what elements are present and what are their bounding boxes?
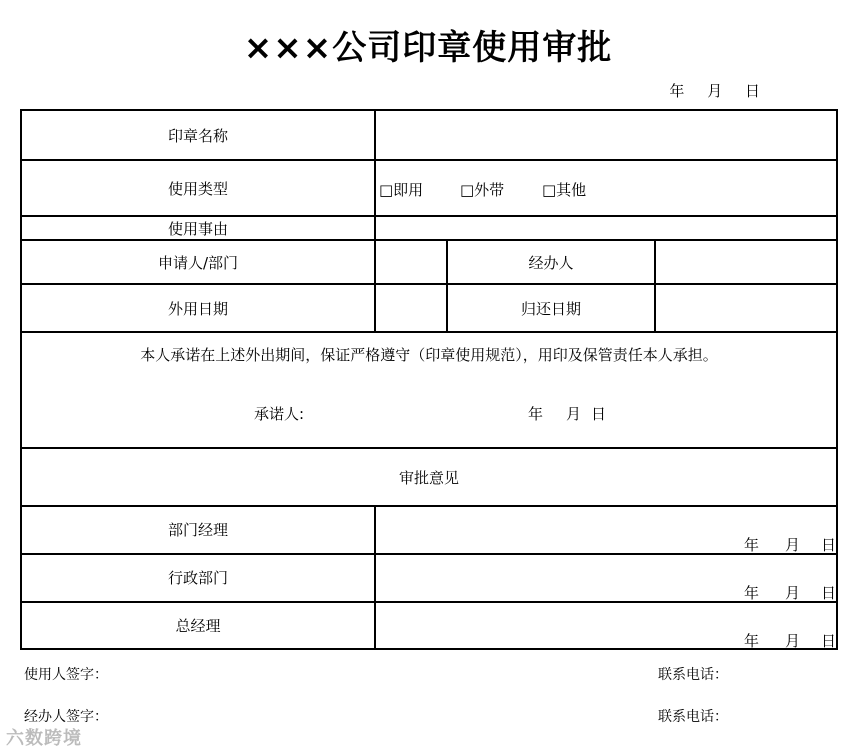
usage-option-other[interactable]: □其他 — [542, 181, 587, 199]
out-date-field[interactable] — [376, 284, 446, 332]
applicant-dept-label: 申请人/部门 — [157, 253, 239, 272]
promiser-label: 承诺人: — [254, 405, 305, 423]
handler-field[interactable] — [656, 240, 838, 284]
seal-name-label: 印章名称 — [167, 126, 228, 145]
promise-month: 月 — [566, 405, 582, 423]
dept-manager-year: 年 — [744, 536, 760, 554]
return-date-label: 归还日期 — [520, 299, 581, 318]
promise-day: 日 — [591, 405, 607, 423]
admin-dept-month: 月 — [785, 584, 801, 602]
approval-heading: 审批意见 — [398, 468, 459, 487]
usage-reason-label: 使用事由 — [167, 219, 228, 238]
general-manager-month: 月 — [785, 632, 801, 650]
admin-dept-label: 行政部门 — [167, 568, 228, 587]
dept-manager-label: 部门经理 — [167, 520, 228, 539]
dept-manager-month: 月 — [785, 536, 801, 554]
watermark-logo: 六数跨境 — [6, 728, 82, 749]
header-year: 年 — [669, 82, 685, 100]
header-month: 月 — [707, 82, 723, 100]
header-date — [669, 80, 760, 101]
general-manager-day: 日 — [821, 632, 837, 650]
general-manager-year: 年 — [744, 632, 760, 650]
applicant-dept-field[interactable] — [376, 240, 446, 284]
handler-phone-label: 联系电话： — [658, 709, 728, 725]
handler-label: 经办人 — [528, 253, 574, 272]
out-date-label: 外用日期 — [167, 299, 228, 318]
admin-dept-day: 日 — [821, 584, 837, 602]
admin-dept-year: 年 — [744, 584, 760, 602]
handler-sign-label: 经办人签字： — [24, 709, 108, 725]
usage-type-label: 使用类型 — [167, 179, 228, 198]
usage-option-immediate[interactable]: □即用 — [379, 181, 424, 199]
return-date-field[interactable] — [656, 284, 838, 332]
header-day: 日 — [744, 82, 760, 100]
user-phone-label: 联系电话： — [658, 667, 728, 683]
usage-option-takeout[interactable]: □外带 — [460, 181, 505, 199]
usage-reason-field[interactable] — [376, 216, 838, 240]
promise-year: 年 — [528, 405, 544, 423]
dept-manager-day: 日 — [821, 536, 837, 554]
promise-text: 本人承诺在上述外出期间，保证严格遵守（印章使用规范），用印及保管责任本人承担。 — [140, 345, 718, 364]
user-sign-label: 使用人签字： — [24, 667, 108, 683]
general-manager-label: 总经理 — [175, 616, 221, 635]
form-title: ×××公司印章使用审批 — [243, 28, 613, 68]
seal-name-field[interactable] — [376, 110, 838, 160]
